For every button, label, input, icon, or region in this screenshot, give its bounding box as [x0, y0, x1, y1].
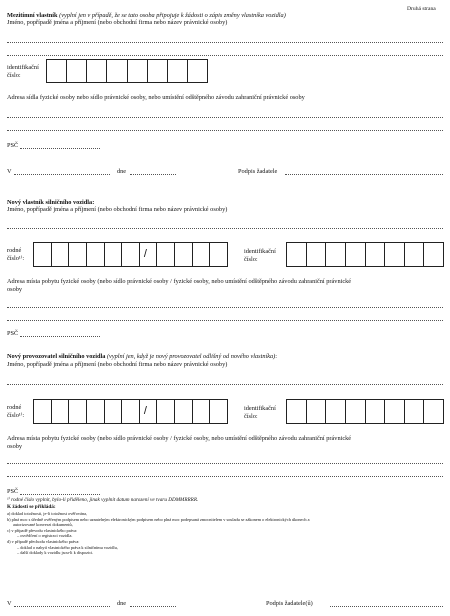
- new-owner-rc-label: [7, 247, 24, 262]
- id-digit-cell[interactable]: [107, 60, 127, 82]
- rc-digit-cell[interactable]: [175, 243, 193, 266]
- new-operator-id-grid[interactable]: [286, 399, 444, 424]
- attachment-item: b) plná moc s úředně ověřeným podpisem nebo uznatelným elektronickým podpisem nebo plná moc podepsaná zmocnitelem v souladu se zákonem o elektronických úkonech a: [7, 516, 310, 522]
- id-digit-cell[interactable]: [424, 243, 443, 266]
- interim-name-line-2[interactable]: [7, 55, 443, 56]
- interim-signature-label: Podpis žadatele: [238, 168, 278, 175]
- new-owner-id-label: [244, 248, 276, 263]
- id-digit-cell[interactable]: [405, 400, 425, 423]
- id-digit-cell[interactable]: [326, 400, 346, 423]
- rc-digit-cell[interactable]: [69, 400, 87, 423]
- interim-address-label: Adresa sídla fyzické osoby nebo sídlo právnické osoby, nebo umístění odštěpného závodu zahraniční právnické osoby: [7, 94, 305, 101]
- attachments-heading: K žádosti se přikládá:: [7, 504, 56, 510]
- new-operator-id-label: [244, 405, 276, 420]
- id-digit-cell[interactable]: [366, 400, 386, 423]
- id-digit-cell[interactable]: [307, 400, 327, 423]
- id-digit-cell[interactable]: [385, 400, 405, 423]
- rc-slash: /: [143, 405, 147, 417]
- new-owner-address-line-1[interactable]: [7, 307, 443, 308]
- new-owner-id-grid[interactable]: [286, 242, 444, 267]
- rc-digit-cell[interactable]: [157, 400, 175, 423]
- attachment-item: d) v případě přechodu vlastnického práva:: [7, 538, 80, 544]
- id-digit-cell[interactable]: [287, 400, 307, 423]
- rc-digit-cell[interactable]: [210, 243, 227, 266]
- new-operator-psc-label: PSČ: [7, 488, 19, 495]
- interim-name-label: Jméno, popřípadě jména a příjmení (nebo obchodní firma nebo název právnické osoby): [7, 19, 228, 26]
- id-digit-cell[interactable]: [346, 400, 366, 423]
- id-digit-cell[interactable]: [47, 60, 67, 82]
- interim-psc-label: PSČ: [7, 142, 19, 149]
- rc-digit-cell[interactable]: [122, 243, 140, 266]
- id-digit-cell[interactable]: [405, 243, 425, 266]
- new-owner-address-label-1: Adresa místa pobytu fyzické osoby (nebo sídlo právnické osoby / fyzické osoby, nebo umístění odštěpného závodu zahraniční právnické: [7, 278, 352, 285]
- new-owner-rc-grid[interactable]: [33, 242, 228, 267]
- id-digit-cell[interactable]: [87, 60, 107, 82]
- new-owner-psc-label: PSČ: [7, 330, 19, 337]
- interim-heading: Mezitímní vlastník: [7, 12, 58, 19]
- new-owner-rc-label-1: rodné: [7, 247, 22, 254]
- new-operator-id-label-1: identifikační: [244, 405, 276, 412]
- attachment-item: c) v případě převodu vlastnického práva:: [7, 527, 78, 533]
- interim-note: (vyplní jen v případě, že se tato osoba připojuje k žádosti o zápis změny vlastníka vozidla): [59, 12, 286, 19]
- rc-digit-cell[interactable]: [52, 243, 70, 266]
- id-digit-cell[interactable]: [67, 60, 87, 82]
- id-digit-cell[interactable]: [366, 243, 386, 266]
- id-digit-cell[interactable]: [326, 243, 346, 266]
- new-owner-psc-field[interactable]: [20, 336, 100, 337]
- footer-signature-field[interactable]: [330, 606, 443, 607]
- new-operator-address-label: [7, 435, 351, 450]
- interim-place-field[interactable]: [14, 174, 110, 175]
- new-owner-id-label-2: číslo:: [244, 255, 258, 263]
- id-digit-cell[interactable]: [287, 243, 307, 266]
- id-digit-cell[interactable]: [385, 243, 405, 266]
- interim-address-line-1[interactable]: [7, 117, 443, 118]
- new-owner-name-line-1[interactable]: [7, 228, 443, 229]
- attachment-item: – doklad o nabytí vlastnického práva k silničnímu vozidlu,: [17, 544, 118, 550]
- rc-digit-cell[interactable]: [122, 400, 140, 423]
- new-owner-id-label-1: identifikační: [244, 248, 276, 255]
- new-operator-colon: :: [275, 353, 278, 360]
- interim-id-label-2: číslo:: [7, 71, 21, 79]
- new-operator-heading-line: [7, 353, 277, 361]
- new-operator-heading: Nový provozovatel silničního vozidla: [7, 353, 106, 360]
- new-owner-address-line-2[interactable]: [7, 320, 443, 321]
- interim-psc-field[interactable]: [20, 148, 100, 149]
- new-operator-address-label-1: Adresa místa pobytu fyzické osoby (nebo sídlo právnické osoby / fyzické osoby, nebo umístění odštěpného závodu zahraniční právnické: [7, 435, 352, 442]
- new-operator-rc-label-1: rodné: [7, 404, 22, 411]
- footer-v-label: V: [7, 600, 12, 607]
- footnote: ¹⁾ rodné číslo vyplnit, bylo-li přiděleno, jinak vyplnit datum narození ve tvaru DDMMRRRR.: [7, 497, 199, 503]
- id-digit-cell[interactable]: [424, 400, 443, 423]
- id-digit-cell[interactable]: [128, 60, 148, 82]
- footer-signature-label: Podpis žadatele(ů): [266, 600, 313, 607]
- interim-v-label: V: [7, 168, 12, 175]
- new-operator-rc-grid[interactable]: [33, 399, 228, 424]
- new-operator-note: (vyplní jen, když je nový provozovatel odlišný od nového vlastníka): [106, 353, 276, 360]
- interim-id-grid[interactable]: [46, 59, 208, 83]
- rc-separator-cell: [140, 400, 158, 423]
- footer-date-field[interactable]: [130, 606, 176, 607]
- new-owner-name-label: Jméno, popřípadě jména a příjmení (nebo obchodní firma nebo název právnické osoby): [7, 206, 228, 213]
- interim-id-label-1: identifikační: [7, 64, 39, 71]
- rc-digit-cell[interactable]: [34, 400, 52, 423]
- new-operator-address-line-1[interactable]: [7, 463, 443, 464]
- page-label: Druhá strana: [407, 6, 436, 12]
- id-digit-cell[interactable]: [188, 60, 207, 82]
- rc-digit-cell[interactable]: [105, 400, 123, 423]
- attachment-item: – další doklady k vozidlu jsou-li k dispozici.: [17, 550, 94, 556]
- new-operator-name-label: Jméno, popřípadě jména a příjmení (nebo obchodní firma nebo název právnické osoby): [7, 361, 228, 368]
- id-digit-cell[interactable]: [307, 243, 327, 266]
- footer-dne-label: dne: [117, 600, 127, 607]
- new-operator-rc-label-2: číslo¹⁾:: [7, 411, 25, 419]
- rc-digit-cell[interactable]: [87, 400, 105, 423]
- new-operator-address-label-2: osoby: [7, 442, 23, 450]
- interim-id-label: [7, 64, 39, 79]
- new-owner-heading: Nový vlastník silničního vozidla:: [7, 199, 95, 206]
- new-operator-rc-label: [7, 404, 24, 419]
- new-owner-address-label: [7, 278, 351, 293]
- rc-digit-cell[interactable]: [175, 400, 193, 423]
- new-owner-address-label-2: osoby: [7, 285, 23, 293]
- new-operator-address-line-2[interactable]: [7, 476, 443, 477]
- id-digit-cell[interactable]: [346, 243, 366, 266]
- id-digit-cell[interactable]: [168, 60, 188, 82]
- attachment-item: autorizované konverzi dokumentů,: [13, 522, 73, 528]
- interim-address-line-2[interactable]: [7, 130, 443, 131]
- interim-date-field[interactable]: [130, 174, 176, 175]
- footer-place-field[interactable]: [14, 606, 110, 607]
- rc-digit-cell[interactable]: [193, 400, 211, 423]
- interim-name-line-1[interactable]: [7, 42, 443, 43]
- new-operator-id-label-2: číslo:: [244, 412, 258, 420]
- rc-slash: /: [143, 248, 147, 260]
- attachment-item: – osvědčení o registraci vozidla.: [17, 533, 73, 539]
- rc-digit-cell[interactable]: [193, 243, 211, 266]
- rc-separator-cell: [140, 243, 158, 266]
- rc-digit-cell[interactable]: [69, 243, 87, 266]
- rc-digit-cell[interactable]: [105, 243, 123, 266]
- attachment-item: a) doklad totožnosti, je-li totožnost ověřována,: [7, 511, 88, 516]
- new-operator-psc-field[interactable]: [20, 494, 100, 495]
- rc-digit-cell[interactable]: [87, 243, 105, 266]
- interim-dne-label: dne: [117, 168, 127, 175]
- new-owner-rc-label-2: číslo¹⁾:: [7, 254, 25, 262]
- interim-signature-field[interactable]: [285, 174, 443, 175]
- rc-digit-cell[interactable]: [157, 243, 175, 266]
- rc-digit-cell[interactable]: [34, 243, 52, 266]
- rc-digit-cell[interactable]: [52, 400, 70, 423]
- new-operator-name-line-1[interactable]: [7, 384, 443, 385]
- rc-digit-cell[interactable]: [210, 400, 227, 423]
- id-digit-cell[interactable]: [148, 60, 168, 82]
- attachments-list: [7, 511, 309, 556]
